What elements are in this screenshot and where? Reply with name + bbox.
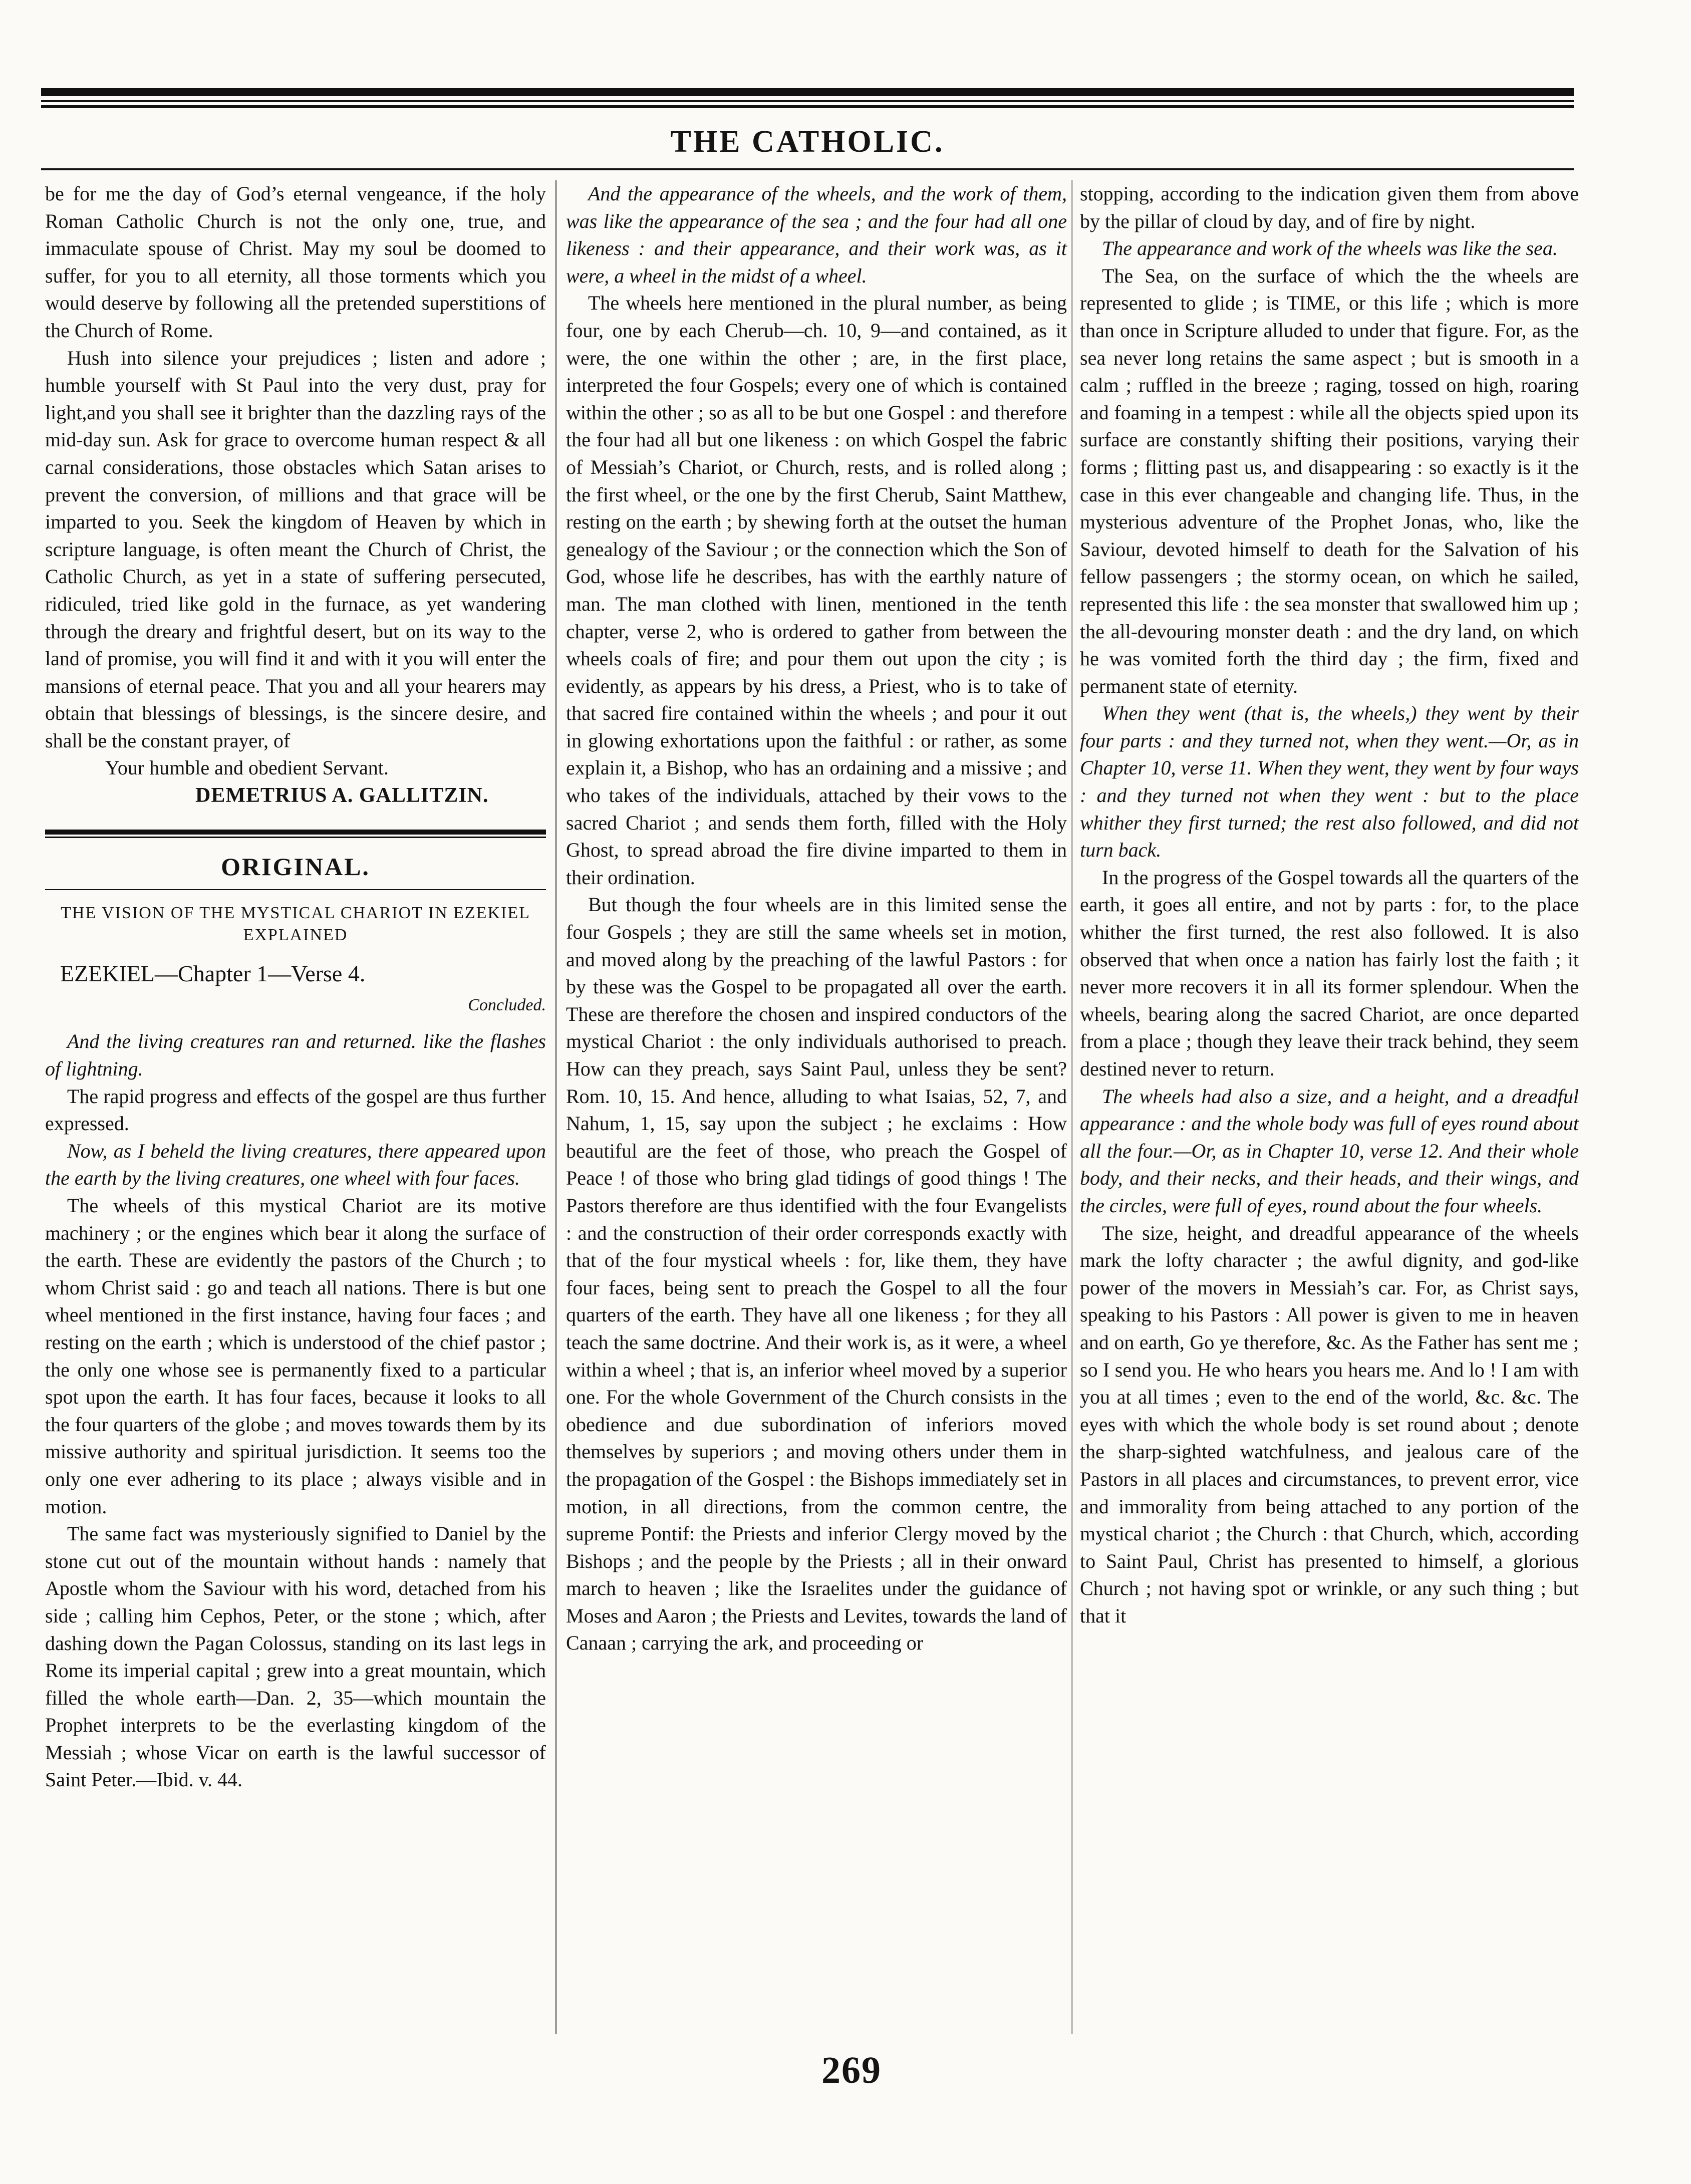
article-paragraph: The wheels here mentioned in the plural number, as being four, one by each Cherub—ch. 10, 9—and contained, as it were, the one within the other ; are, in the first place, interpreted the four Gospels; every one of which is contained within the other ; so as all to be but one Gospel : and therefore the four had all but one likeness : on which Gospel the fabric of Messiah’s Chariot, or Church, rests, and is rolled along ; the first wheel, or the one by the first Cherub, Saint Matthew, resting on the earth ; by shewing forth at the outset the human genealogy of the Saviour ; or the connection which the Son of God, whose life he describes, has with the earthly nature of man. The man clothed with linen, mentioned in the tenth chapter, verse 2, who is ordered to gather from between the wheels coals of fire; and pour them out upon the city ; is evidently, as appears by his dress, a Priest, who is to take of that sacred fire contained within the wheels ; and pour it out in glowing exhortations upon the faithful : or rather, as some explain it, a Bishop, who has an ordaining and a missive ; and who takes of the individuals, attached by their vows to the sacred Chariot ; and sends them forth, filled with the Holy Ghost, to spread abroad the fire divine imparted to them in their ordination. [566,292,1067,889]
article-paragraph: The wheels of this mystical Chariot are its motive machinery ; or the engines which bear it along the surface of the earth. These are evidently the pastors of the Church ; to whom Christ said : go and teach all nations. There is but one wheel mentioned in the first instance, having four faces ; and resting on the earth ; which is understood of the chief pastor ; the only one whose see is permanently fixed to a particular spot upon the earth. It has four faces, because it looks to all the four quarters of the globe ; and moves towards them by its missive authority and spiritual jurisdiction. It seems too the only one ever adhering to its place ; always visible and in motion. [45,1194,546,1518]
section-heading: ORIGINAL. [221,852,370,881]
article-paragraph: The same fact was mysteriously signified to Daniel by the stone cut out of the mountain without hands : namely that Apostle whom the Saviour with his word, detached from his side ; calling him Cephos, Peter, or the stone ; which, after dashing down the Pagan Colossus, standing on its last legs in Rome its imperial capital ; grew into a great mountain, which filled the whole earth—Dan. 2, 35—which mountain the Prophet interprets to be the everlasting kingdom of the Messiah ; whose Vicar on earth is the lawful successor of Saint Peter.—Ibid. v. 44. [45,1522,546,1791]
article-paragraph: The rapid progress and effects of the gospel are thus further expressed. [45,1084,546,1135]
article-paragraph: But though the four wheels are in this limited sense the four Gospels ; they are still the same wheels set in motion, and moved along by the preaching of the lawful Pastors : for by these was the Gospel to be propagated all over the earth. These are therefore the chosen and inspired conductors of the mystical Chariot : the only individuals authorised to preach. How can they preach, says Saint Paul, unless they be sent? Rom. 10, 15. And hence, alluding to what Isaias, 52, 7, and Nahum, 1, 15, say upon the subject ; he exclaims : How beautiful are the feet of those, who preach the Gospel of Peace ! of those who bring glad tidings of good things ! The Pastors therefore are thus identified with the four Evangelists : and the construction of their order corresponds exactly with that of the four mystical wheels : for, like them, they have four faces, being sent to preach the Gospel to all the four quarters of the earth. They have all one likeness ; for they all teach the same doctrine. And their work is, as it were, a wheel within a wheel ; that is, an inferior wheel moved by a superior one. For the whole Government of the Church consists in the obedience and due subordination of inferiors moved themselves by superiors ; and moving others under them in the propagation of the Gospel : the Bishops immediately set in motion, in all directions, from the common centre, the supreme Pontif: the Priests and inferior Clergy moved by the Bishops ; and the people by the Priests ; all in their onward march to heaven ; like the Israelites under the guidance of Moses and Aaron ; the Priests and Levites, towards the land of Canaan ; carrying the ark, and proceeding or [566,893,1067,1655]
section-rule [45,837,546,838]
article-paragraph: In the progress of the Gospel towards all the quarters of the earth, it goes all entire, and not by parts : for, to the place whither the first turned, the rest also followed. It is also observed that when once a nation has fairly lost the faith ; it never more recovers it in all its former splendour. When the wheels, bearing along the sacred Chariot, are once departed from a place ; though they leave their track behind, they seem destined never to return. [1080,866,1579,1080]
masthead-rule-thin [41,105,1574,108]
column-1 [45,180,546,1794]
scripture-quote: The appearance and work of the wheels was like the sea. [1102,237,1558,260]
column-head-rule [41,168,1574,170]
letter-signature: DEMETRIUS A. GALLITZIN. [195,784,489,807]
column-3 [1080,180,1579,1629]
letter-paragraph: be for me the day of God’s eternal vengeance, if the holy Roman Catholic Church is not the only one, true, and immaculate spouse of Christ. May my soul be doomed to suffer, for you to all eternity, all those torments which you would deserve by following all the pretended superstitions of the Church of Rome. [45,182,546,342]
section-rule [45,889,546,890]
scripture-quote: And the appearance of the wheels, and the work of them, was like the appearance of the sea ; and the four had all one likeness : and their appearance, and their work was, as it were, a wheel in the midst of a wheel. [566,182,1067,287]
page-number: 269 [821,2049,882,2091]
section-rule [45,830,546,835]
column-divider [1071,180,1072,2034]
column-2 [566,180,1067,1657]
column-divider [555,180,556,2034]
masthead-rule-heavy [41,88,1574,96]
letter-signoff: Your humble and obedient Servant. [105,756,389,779]
article-paragraph: The Sea, on the surface of which the the wheels are represented to glide ; is TIME, or this life ; which is more than once in Scripture alluded to under that figure. For, as the sea never long retains the same aspect ; but is smooth in a calm ; ruffled in the breeze ; raging, tossed on high, roaring and foaming in a tempest : while all the objects spied upon its surface are constantly shifting their positions, varying their forms ; flitting past us, and disappearing : so exactly is it the case in this ever changeable and changing life. Thus, in the mysterious adventure of the Prophet Jonas, who, like the Saviour, devoted himself to death for the Salvation of his fellow passengers ; the stormy ocean, on which he sailed, represented this life : the sea monster that swallowed him up ; the all-devouring monster death : and the dry land, on which he was vomited forth the third day ; the firm, fixed and permanent state of eternity. [1080,264,1579,697]
article-title: THE VISION OF THE MYSTICAL CHARIOT IN EZEKIEL EXPLAINED [61,904,530,945]
scripture-quote: The wheels had also a size, and a height, and a dreadful appearance : and the whole body was full of eyes round about all the four.—Or, as in Chapter 10, verse 12. And their whole body, and their necks, and their heads, and their wings, and the circles, were full of eyes, round about the four wheels. [1080,1084,1579,1217]
scripture-quote: And the living creatures ran and returned. like the flashes of lightning. [45,1030,546,1080]
scripture-quote: Now, as I beheld the living creatures, there appeared upon the earth by the living creatures, one wheel with four faces. [45,1139,546,1190]
running-title: THE CATHOLIC. [670,125,945,159]
masthead-rule-thin [41,100,1574,102]
letter-paragraph: Hush into silence your prejudices ; listen and adore ; humble yourself with St Paul into the very dust, pray for light,and you shall see it brighter than the dazzling rays of the mid-day sun. Ask for grace to overcome human respect & all carnal considerations, those obstacles which Satan arises to prevent the conversion, of millions and that grace will be imparted to you. Seek the kingdom of Heaven by which in scripture language, is often meant the Church of Christ, the Catholic Church, as yet in a state of suffering persecuted, ridiculed, tried like gold in the furnace, as yet wandering through the dreary and frightful desert, but on its way to the land of promise, you will find it and with it you will enter the mansions of eternal peace. That you and all your hearers may obtain that blessings of blessings, is the sincere desire, and shall be the constant prayer, of [45,346,546,752]
scripture-quote: When they went (that is, the wheels,) they went by their four parts : and they turned not, when they went.—Or, as in Chapter 10, verse 11. When they went, they went by four ways : and they turned not when they went : but to the place whither they first turned; the rest also followed, and did not turn back. [1080,702,1579,862]
article-paragraph: The size, height, and dreadful appearance of the wheels mark the lofty character ; the awful dignity, and god-like power of the movers in Messiah’s car. For, as Christ says, speaking to his Pastors : All power is given to me in heaven and on earth, Go ye therefore, &c. As the Father has sent me ; so I send you. He who hears you hears me. And lo ! I am with you at all times ; even to the end of the world, &c. &c. The eyes with which the whole body is set round about ; denote the sharp-sighted watchfulness, and jealous care of the Pastors in all places and circumstances, to prevent error, vice and immorality from being attached to any portion of the mystical chariot ; the Church : that Church, which, according to Saint Paul, Christ has presented to himself, a glorious Church ; not having spot or wrinkle, or any such thing ; but that it [1080,1221,1579,1627]
article-chapter-reference: EZEKIEL—Chapter 1—Verse 4. [60,961,366,987]
article-paragraph: stopping, according to the indication given them from above by the pillar of cloud by day, and of fire by night. [1080,182,1579,232]
article-status: Concluded. [468,995,546,1014]
